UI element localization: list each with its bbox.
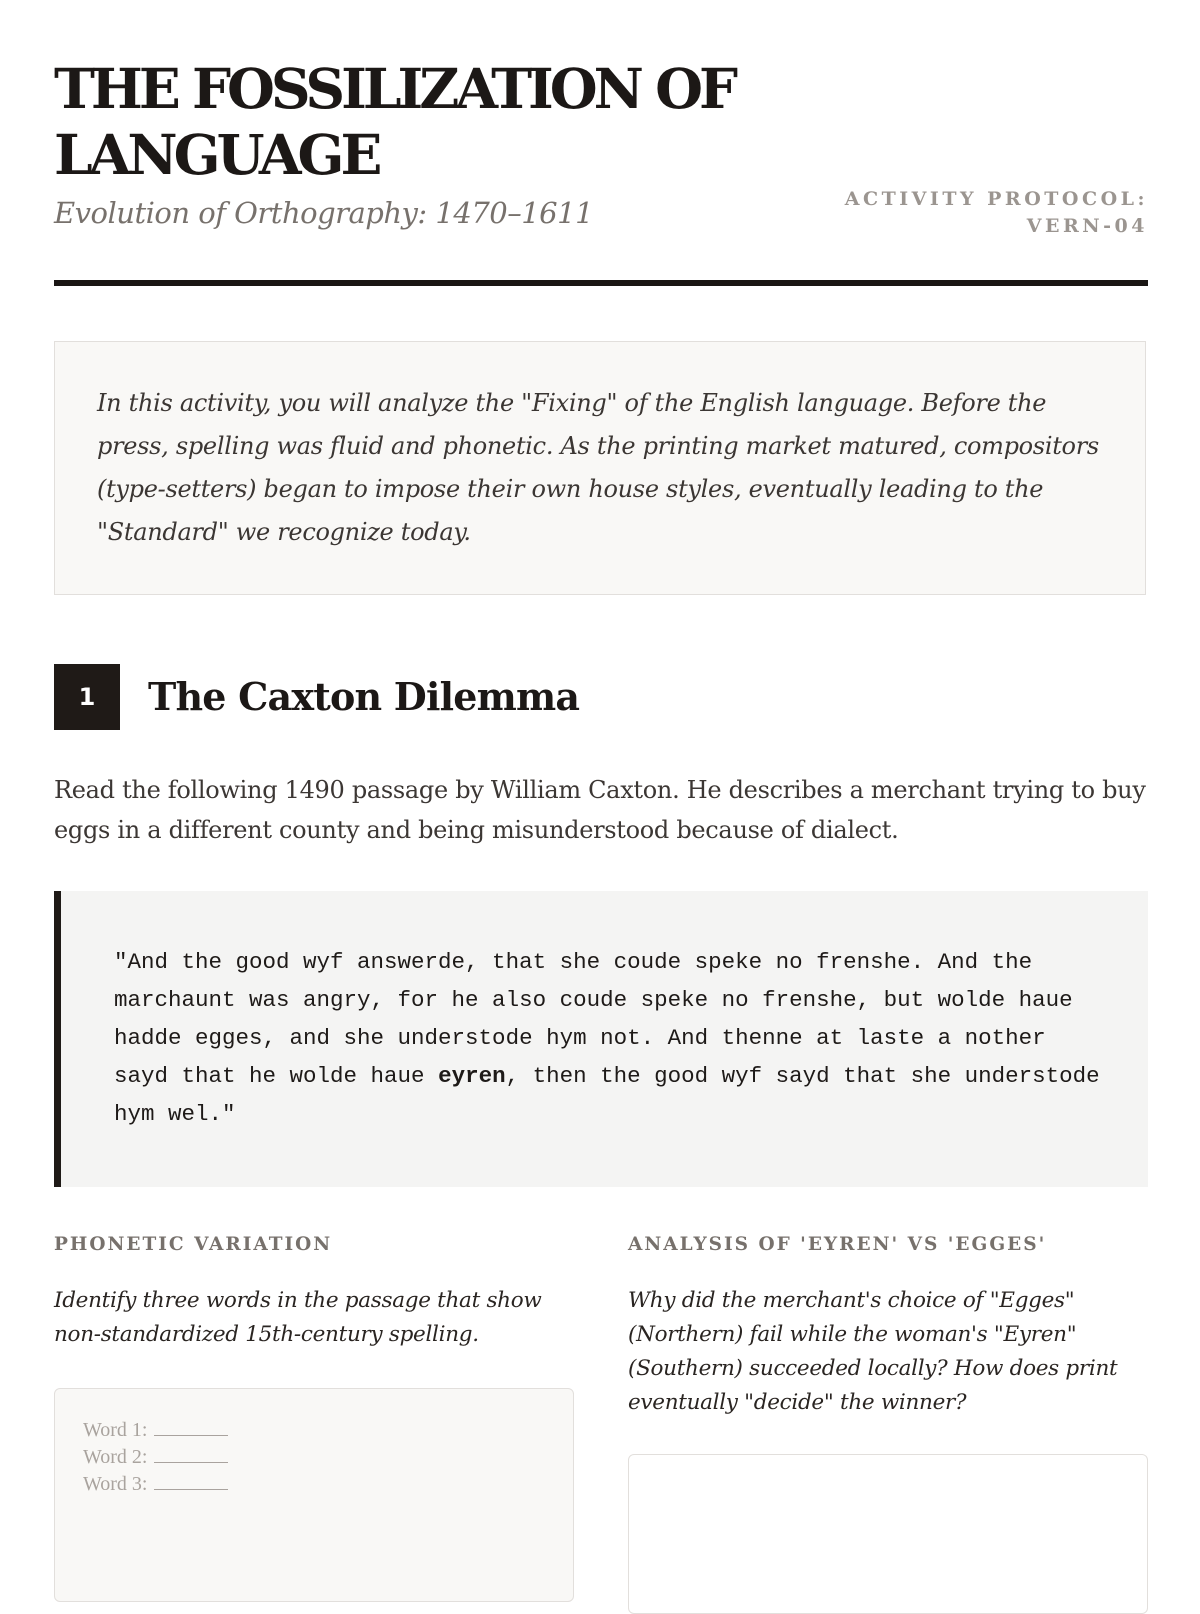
quote-text-after: , then the good wyf sayd that she understode hym wel." bbox=[114, 1063, 1100, 1127]
header-divider bbox=[54, 280, 1148, 286]
word-1-blank[interactable] bbox=[154, 1417, 228, 1436]
word-1-label: Word 1: bbox=[83, 1419, 148, 1441]
phonetic-variation-column bbox=[54, 1232, 574, 1495]
intro-box bbox=[54, 341, 1146, 595]
section-description: Read the following 1490 passage by William Caxton. He describes a merchant trying to buy eggs in a different county and being misunderstood because of dialect. bbox=[54, 776, 1146, 844]
word-3-field[interactable] bbox=[83, 1471, 545, 1498]
phonetic-variation-prompt: Identify three words in the passage that show non-standardized 15th-century spelling. bbox=[54, 1288, 542, 1347]
word-3-label: Word 3: bbox=[83, 1473, 148, 1495]
quote-emphasis-word: eyren bbox=[438, 1063, 506, 1089]
word-1-field[interactable] bbox=[83, 1417, 545, 1444]
section-number-badge: 1 bbox=[54, 664, 120, 730]
worksheet-page bbox=[54, 0, 1148, 1600]
caxton-quote-block bbox=[54, 891, 1148, 1187]
section-title: The Caxton Dilemma bbox=[148, 674, 580, 719]
analysis-label: ANALYSIS OF 'EYREN' VS 'EGGES' bbox=[628, 1234, 1047, 1255]
phonetic-variation-label: PHONETIC VARIATION bbox=[54, 1234, 333, 1255]
analysis-column bbox=[628, 1232, 1148, 1420]
caxton-quote-text bbox=[114, 943, 1108, 1133]
intro-text: In this activity, you will analyze the "Fixing" of the English language. Before the press, spelling was fluid and phonetic. As the printing market matured, compositors (type-setters) began to impose their own house styles, eventually leading to the "Standard" we recognize today. bbox=[97, 389, 1099, 546]
word-answer-box[interactable] bbox=[54, 1388, 574, 1602]
analysis-prompt: Why did the merchant's choice of "Egges" (Northern) fail while the woman's "Eyren" (Southern) succeeded locally? How does print eventually "decide" the winner? bbox=[628, 1288, 1118, 1415]
word-2-field[interactable] bbox=[83, 1444, 545, 1471]
page-title: THE FOSSILIZATION OF LANGUAGE bbox=[54, 56, 735, 187]
word-2-label: Word 2: bbox=[83, 1446, 148, 1468]
word-2-blank[interactable] bbox=[154, 1444, 228, 1463]
analysis-answer-box[interactable] bbox=[628, 1454, 1148, 1614]
activity-protocol-label: ACTIVITY PROTOCOL: VERN-04 bbox=[844, 188, 1148, 237]
word-3-blank[interactable] bbox=[154, 1471, 228, 1490]
page-subtitle: Evolution of Orthography: 1470–1611 bbox=[54, 196, 594, 230]
quote-text-before: "And the good wyf answerde, that she coude speke no frenshe. And the marchaunt was angry, for he also coude speke no frenshe, but wolde haue hadde egges, and she understode hym not. And thenne at laste a nother sayd that he wolde haue bbox=[114, 949, 1073, 1089]
